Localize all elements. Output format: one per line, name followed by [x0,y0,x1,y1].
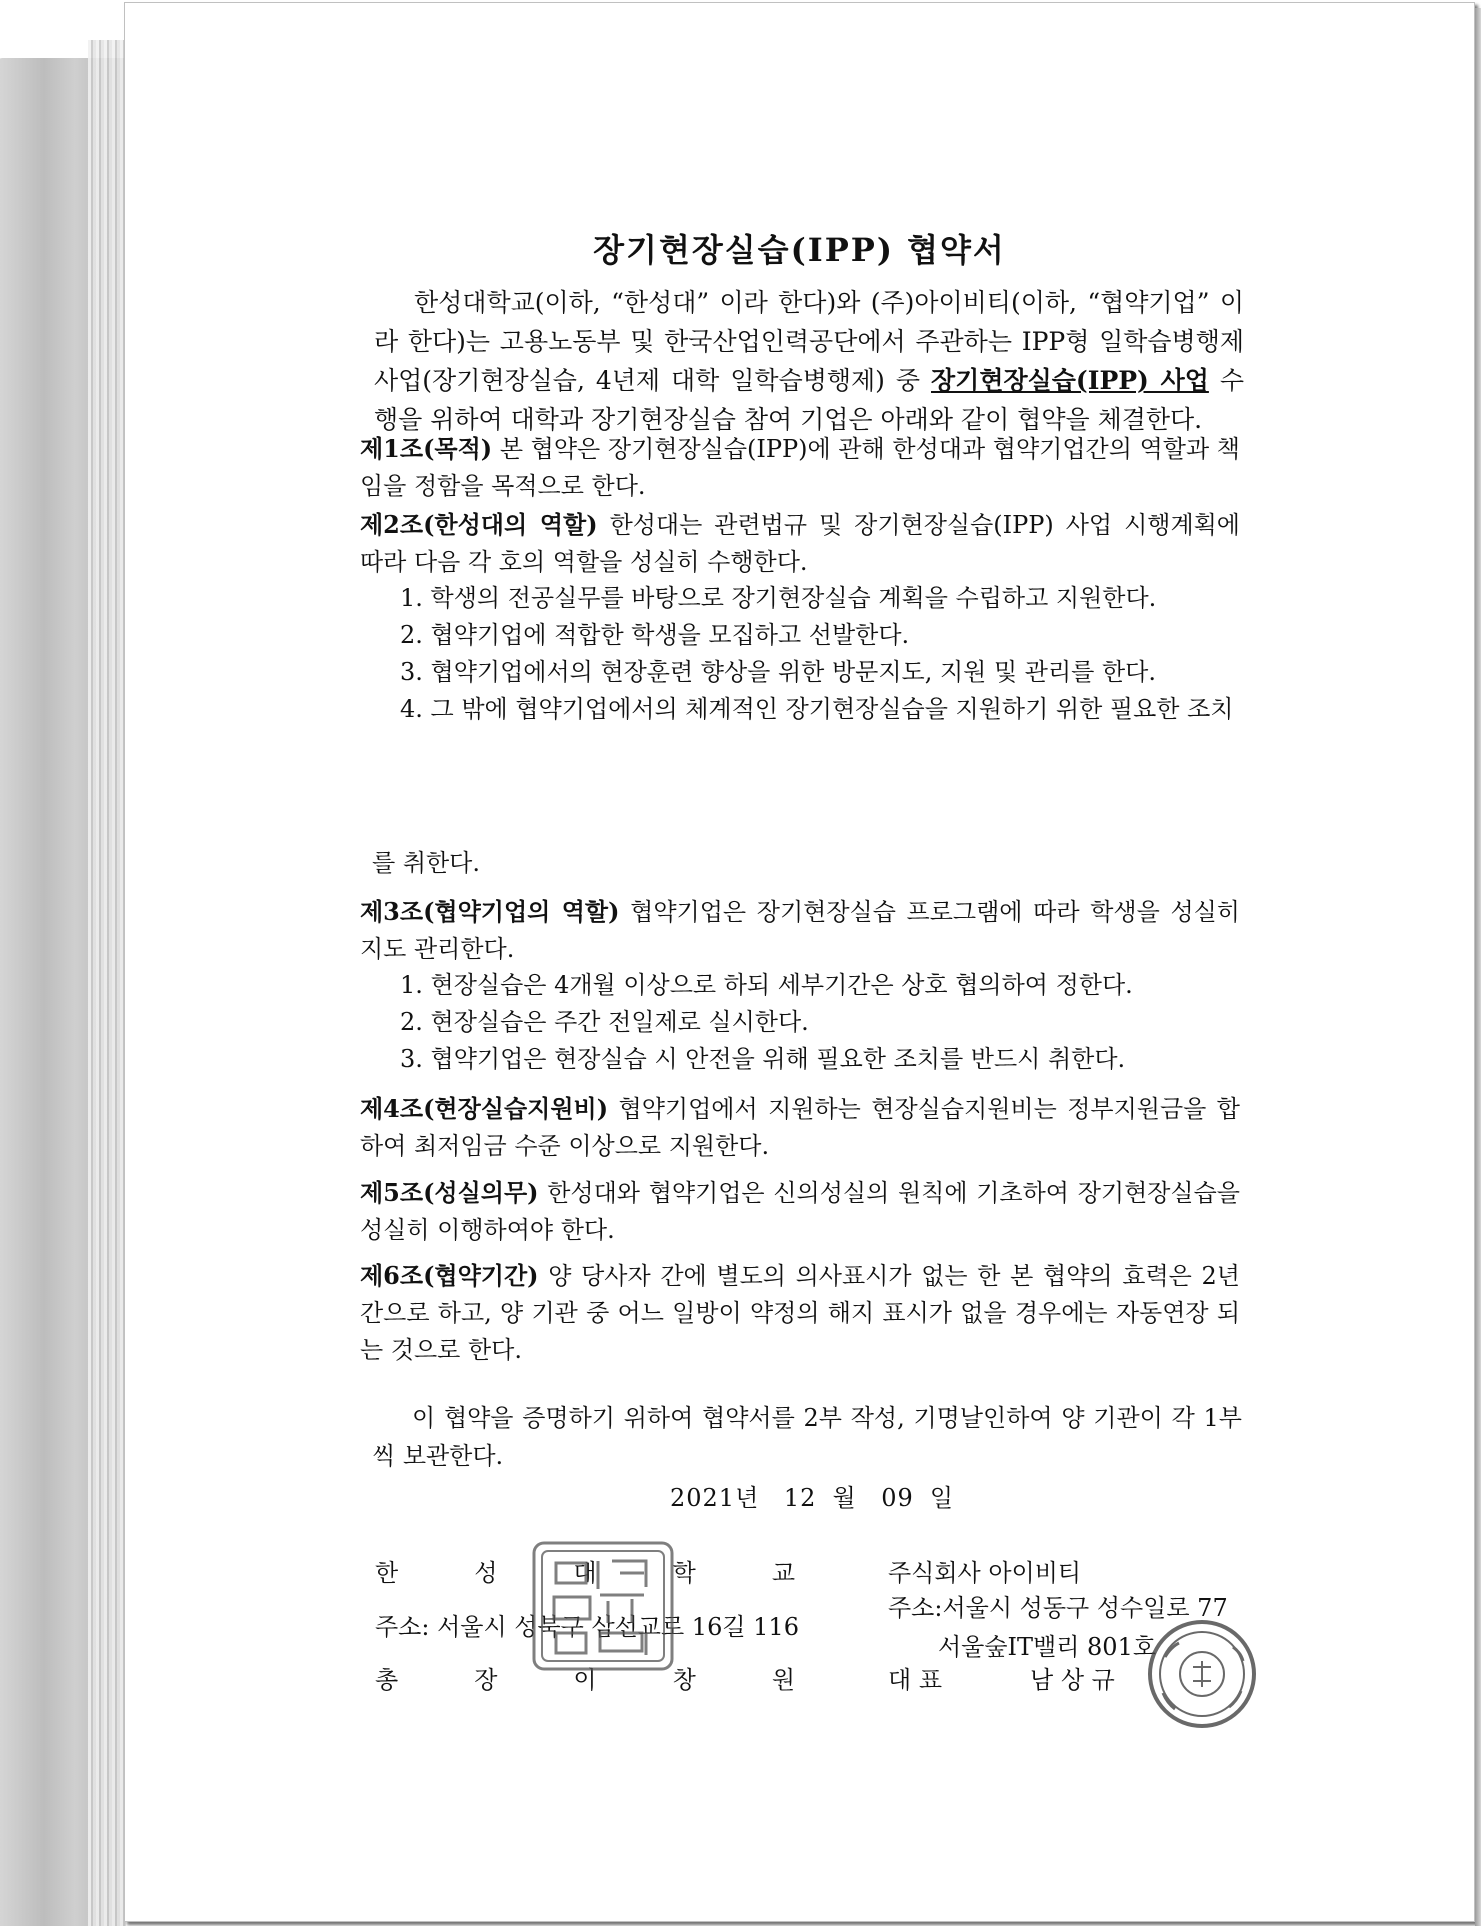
article-heading: 제1조(목적) [360,434,493,463]
agreement-date [670,1478,970,1513]
list-item: 3. 협약기업은 현장실습 시 안전을 위해 필요한 조치를 반드시 취한다. [400,1045,1126,1073]
article-heading: 제6조(협약기간) [360,1261,539,1290]
date-month: 12 [783,1484,817,1512]
list-item: 2. 협약기업에 적합한 학생을 모집하고 선발한다. [400,621,910,649]
party-a-name-char: 한 [375,1559,399,1587]
company-seal-icon [1145,1617,1260,1732]
party-a-name-char: 성 [474,1559,498,1587]
intro-after: 수행을 위하여 대학과 장기현장실습 참여 기업은 아래와 같이 협약을 체결한다. [374,366,1244,434]
article-1 [360,430,1240,505]
party-a-rep-char: 원 [771,1666,795,1694]
article-heading: 제4조(현장실습지원비) [360,1094,609,1123]
party-a-address: 주소: 서울시 성북구 삼선교로 16길 116 [375,1613,799,1641]
article-text: 한성대는 관련법규 및 장기현장실습(IPP) 사업 시행계획에 따라 다음 각 호의 역할을 성실히 수행한다. [360,511,1240,576]
article-text: 한성대와 협약기업은 신의성실의 원칙에 기초하여 장기현장실습을 성실히 이행하여야 한다. [360,1179,1240,1244]
page-right-shadow [1475,8,1481,1926]
article-4 [360,1090,1240,1165]
party-a-rep-char: 장 [474,1666,498,1694]
article-3-items [400,967,1240,1078]
party-b-rep-title: 대 표 [888,1666,942,1694]
article-2-items [400,580,1240,728]
party-a-name-char: 대 [573,1559,597,1587]
date-month-unit: 월 [832,1484,857,1512]
list-item: 3. 협약기업에서의 현장훈련 향상을 위한 방문지도, 지원 및 관리를 한다. [400,658,1156,686]
list-item: 2. 현장실습은 주간 전일제로 실시한다. [400,1008,809,1036]
party-a-rep-char: 이 [573,1666,597,1694]
list-item-continuation: 를 취한다. [372,849,480,877]
party-a-rep-char: 창 [672,1666,696,1694]
party-b-name: 주식회사 아이비티 [888,1559,1082,1587]
party-a-name-char: 학 [672,1559,696,1587]
page-stack-top [0,0,125,60]
article-text: 협약기업은 장기현장실습 프로그램에 따라 학생을 성실히 지도 관리한다. [360,898,1240,963]
article-5 [360,1174,1240,1249]
article-text: 협약기업에서 지원하는 현장실습지원비는 정부지원금을 합하여 최저임금 수준 이상으로 지원한다. [360,1095,1240,1160]
article-3 [360,893,1240,968]
date-day-unit: 일 [929,1484,955,1512]
list-item: 1. 학생의 전공실무를 바탕으로 장기현장실습 계획을 수립하고 지원한다. [400,584,1157,612]
page-stack-lines [88,40,126,1926]
date-year: 2021년 [670,1484,760,1512]
party-a-rep-char: 총 [375,1666,399,1694]
university-seal-icon [528,1537,678,1675]
article-heading: 제3조(협약기업의 역할) [360,897,620,926]
intro-paragraph [374,283,1244,439]
article-text: 본 협약은 장기현장실습(IPP)에 관해 한성대과 협약기업간의 역할과 책임을 정함을 목적으로 한다. [360,435,1240,500]
article-text: 양 당사자 간에 별도의 의사표시가 없는 한 본 협약의 효력은 2년간으로 하고, 양 기관 중 어느 일방이 약정의 해지 표시가 없을 경우에는 자동연장 되는 것으로 한다. [360,1262,1240,1364]
party-b-rep-name: 남 상 규 [1030,1666,1115,1694]
article-6 [360,1257,1240,1369]
party-a-name-char: 교 [771,1559,795,1587]
closing-paragraph: 이 협약을 증명하기 위하여 협약서를 2부 작성, 기명날인하여 양 기관이 각 1부씩 보관한다. [372,1404,1242,1470]
list-item: 4. 그 밖에 협약기업에서의 체계적인 장기현장실습을 지원하기 위한 필요한 조치 [400,695,1234,723]
intro-before: 한성대학교(이하, “한성대” 이라 한다)와 (주)아이비티(이하, “협약기업” 이라 한다)는 고용노동부 및 한국산업인력공단에서 주관하는 IPP형 일학습병행제 사업(장기현장실습, 4년제 대학 일학습병행제) 중 [374,288,1244,395]
article-heading: 제2조(한성대의 역할) [360,510,598,539]
document-title: 장기현장실습(IPP) 협약서 [593,231,1006,269]
party-b-address-line1: 주소:서울시 성동구 성수일로 77 [888,1594,1228,1622]
date-day: 09 [881,1484,914,1512]
article-2 [360,506,1240,581]
list-item: 1. 현장실습은 4개월 이상으로 하되 세부기간은 상호 협의하여 정한다. [400,971,1133,999]
intro-emphasis: 장기현장실습(IPP) 사업 [931,366,1209,395]
article-heading: 제5조(성실의무) [360,1178,539,1207]
party-b-address-line2: 서울숲IT밸리 801호 [938,1633,1157,1661]
